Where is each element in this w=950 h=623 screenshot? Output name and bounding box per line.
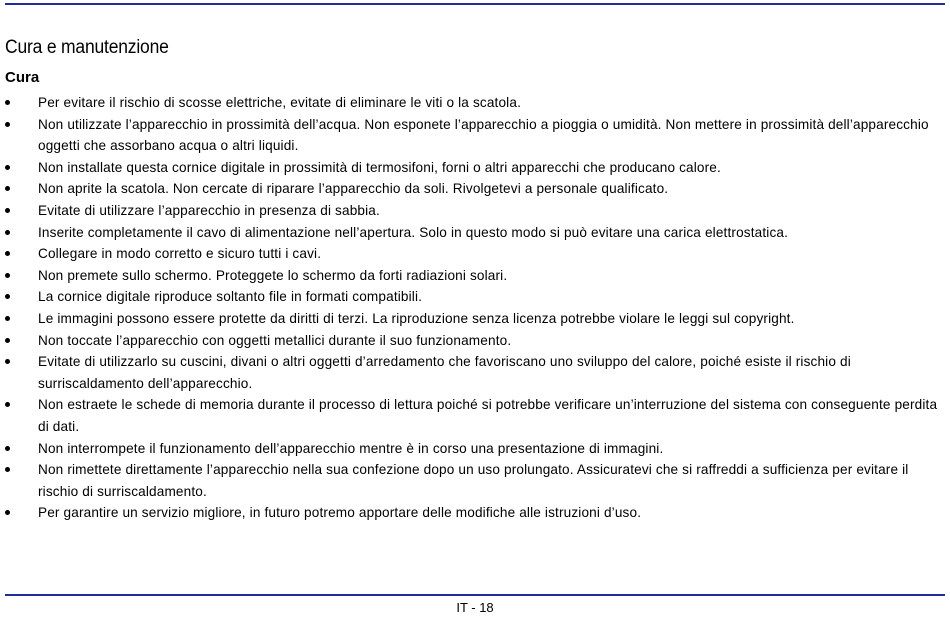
bullet-icon [5, 100, 10, 105]
list-item [0, 438, 950, 460]
bullet-icon [5, 402, 10, 407]
list-item-text: Per garantire un servizio migliore, in futuro potremo apportare delle modifiche alle istruzioni d’uso. [38, 505, 642, 521]
list-item [0, 243, 950, 265]
page-number: IT - 18 [456, 600, 494, 615]
list-item-text: Non premete sullo schermo. Proteggete lo schermo da forti radiazioni solari. [38, 267, 508, 283]
list-item-text: Non utilizzate l’apparecchio in prossimità dell’acqua. Non esponete l’apparecchio a pioggia o umidità. Non mettere in prossimità dell’apparecchio oggetti che assorbano acqua o altri liquidi. [38, 116, 929, 154]
list-item [0, 178, 950, 200]
bullet-icon [5, 273, 10, 278]
list-item-text: Non estraete le schede di memoria durante il processo di lettura poiché si potrebbe verificare un’interruzione del sistema con conseguente perdita di dati. [38, 397, 938, 434]
list-item-text: La cornice digitale riproduce soltanto file in formati compatibili. [38, 289, 423, 305]
bullet-icon [5, 208, 10, 213]
list-item-text: Non rimettete direttamente l’apparecchio nella sua confezione dopo un uso prolungato. Assicuratevi che si raffreddi a sufficienza per evitare il rischio di surriscaldamento. [38, 462, 909, 499]
subsection-title: Cura [5, 69, 40, 86]
list-item [0, 394, 950, 437]
list-item-text: Le immagini possono essere protette da diritti di terzi. La riproduzione senza licenza potrebbe violare le leggi sul copyright. [38, 310, 795, 326]
bullet-icon [5, 467, 10, 472]
list-item-text: Non interrompete il funzionamento dell’apparecchio mentre è in corso una presentazione di immagini. [38, 440, 664, 456]
list-item [0, 459, 950, 502]
section-title: Cura e manutenzione [5, 37, 169, 58]
bullet-icon [5, 251, 10, 256]
bullet-icon [5, 294, 10, 299]
bullet-icon [5, 122, 10, 127]
list-item [0, 157, 950, 179]
bullet-icon [5, 446, 10, 451]
list-item-text: Inserite completamente il cavo di alimentazione nell’apertura. Solo in questo modo si può evitare una carica elettrostatica. [38, 224, 789, 240]
top-divider [5, 3, 945, 5]
list-item [0, 286, 950, 308]
list-item [0, 92, 950, 114]
list-item-text: Non aprite la scatola. Non cercate di riparare l’apparecchio da soli. Rivolgetevi a personale qualificato. [38, 181, 669, 197]
bullet-icon [5, 186, 10, 191]
list-item [0, 114, 950, 157]
list-item [0, 222, 950, 244]
list-item-text: Evitate di utilizzarlo su cuscini, divani o altri oggetti d’arredamento che favoriscano uno sviluppo del calore, poiché esiste il rischio di surriscaldamento dell’apparecchio. [38, 354, 851, 391]
bullet-icon [5, 510, 10, 515]
list-item-text: Evitate di utilizzare l’apparecchio in presenza di sabbia. [38, 202, 380, 218]
bottom-divider [5, 594, 945, 596]
list-item [0, 351, 950, 394]
list-item [0, 200, 950, 222]
list-item-text: Non installate questa cornice digitale in prossimità di termosifoni, forni o altri apparecchi che producano calore. [38, 159, 721, 175]
list-item-text: Collegare in modo corretto e sicuro tutti i cavi. [38, 246, 322, 262]
list-item-text: Per evitare il rischio di scosse elettriche, evitate di eliminare le viti o la scatola. [38, 95, 521, 110]
list-item [0, 502, 950, 524]
list-item [0, 308, 950, 330]
list-item-text: Non toccate l’apparecchio con oggetti metallici durante il suo funzionamento. [38, 332, 512, 348]
bullet-icon [5, 359, 10, 364]
list-item [0, 265, 950, 287]
bullet-icon [5, 338, 10, 343]
bullet-icon [5, 165, 10, 170]
bullet-icon [5, 230, 10, 235]
care-instructions-list [0, 92, 950, 524]
bullet-icon [5, 316, 10, 321]
list-item [0, 330, 950, 352]
